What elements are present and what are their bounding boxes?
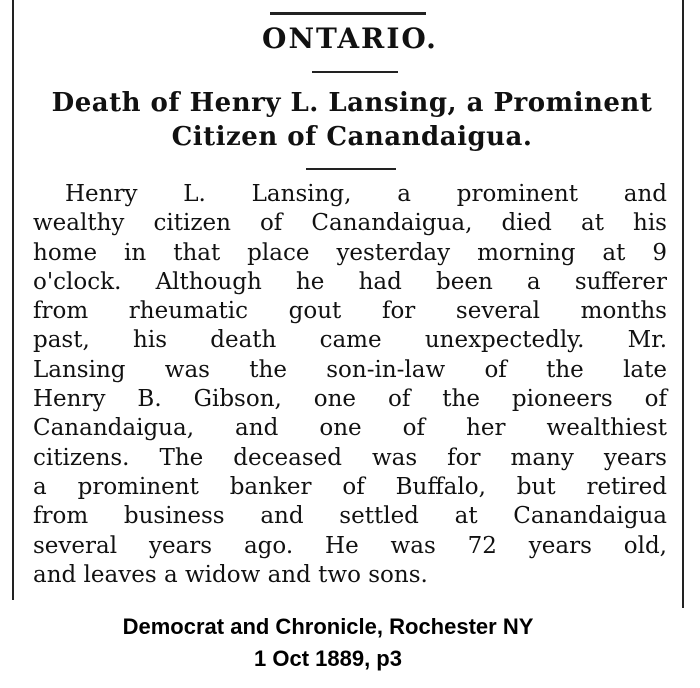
article-line: past, his death came unexpectedly. Mr. xyxy=(33,327,667,354)
article-line: from rheumatic gout for several months xyxy=(33,298,667,325)
article-line: Henry L. Lansing, a prominent and xyxy=(65,181,667,207)
divider-under-headline xyxy=(306,168,396,170)
article-line: a prominent banker of Buffalo, but retired xyxy=(33,473,667,500)
headline xyxy=(24,86,680,154)
column-rule-right xyxy=(682,0,684,608)
article-line: Henry B. Gibson, one of the pioneers of xyxy=(33,386,667,413)
article-body xyxy=(33,180,667,590)
article-line: several years ago. He was 72 years old, xyxy=(33,532,667,559)
article-line: Lansing was the son-in-law of the late xyxy=(33,356,667,383)
article-line: Canandaigua, and one of her wealthiest xyxy=(33,415,667,442)
article-line: citizens. The deceased was for many years xyxy=(33,444,667,471)
headline-line-1: Death of Henry L. Lansing, a Prominent xyxy=(51,88,653,118)
column-rule-left xyxy=(12,0,14,600)
article-line: from business and settled at Canandaigua xyxy=(33,503,667,530)
article-line: wealthy citizen of Canandaigua, died at his xyxy=(33,210,667,237)
source-caption-publication: Democrat and Chronicle, Rochester NY xyxy=(122,614,534,639)
article-line: o'clock. Although he had been a sufferer xyxy=(33,268,667,295)
section-head: ONTARIO. xyxy=(262,22,438,55)
article-line: and leaves a widow and two sons. xyxy=(33,561,428,588)
source-caption-date: 1 Oct 1889, p3 xyxy=(254,646,402,671)
headline-line-2: Citizen of Canandaigua. xyxy=(171,122,533,152)
top-divider xyxy=(270,12,426,15)
article-line: home in that place yesterday morning at 9 xyxy=(33,239,667,266)
divider-under-section-head xyxy=(312,71,398,73)
